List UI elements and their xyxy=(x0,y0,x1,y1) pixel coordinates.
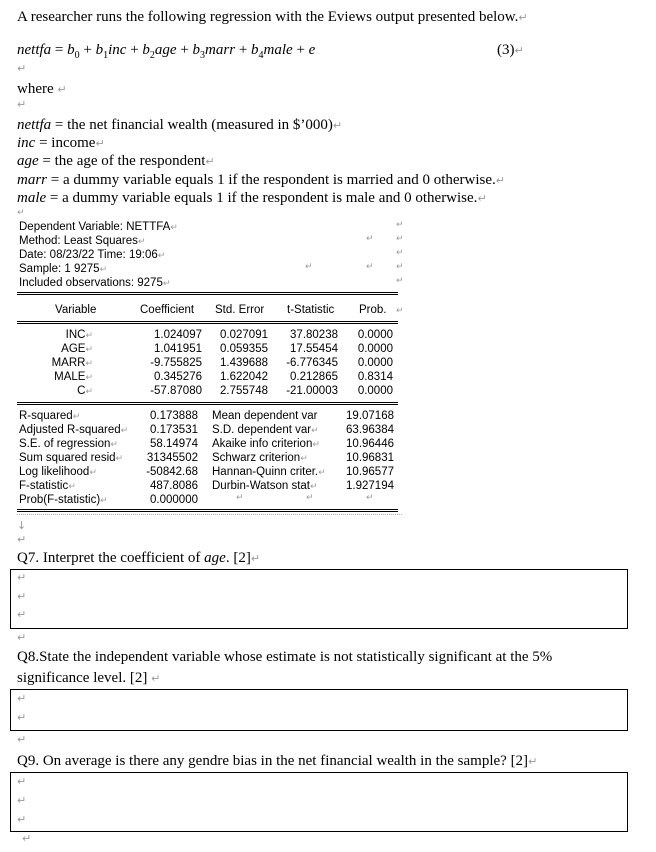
definition-marr: marr = a dummy variable equals 1 if the respondent is married and 0 otherwise.↵ xyxy=(17,172,505,188)
row-std-error: 0.027091 xyxy=(220,329,268,341)
stat-label: Sum squared resid↵ xyxy=(19,452,124,464)
row-std-error: 2.755748 xyxy=(220,385,268,397)
definition-inc: inc = income↵ xyxy=(17,135,105,151)
table-rule xyxy=(17,294,398,295)
row-prob: 0.0000 xyxy=(357,329,393,341)
eviews-header-line: Date: 08/23/22 Time: 19:06↵ xyxy=(19,249,166,261)
para-mark: ↵ xyxy=(17,775,27,788)
stat-label: F-statistic↵ xyxy=(19,480,76,492)
col-header-std-error: Std. Error xyxy=(215,304,265,316)
eviews-header-line: Method: Least Squares↵ xyxy=(19,235,146,247)
cell-mark: ↵ xyxy=(396,220,404,230)
row-std-error: 1.622042 xyxy=(220,371,268,383)
cell-mark: ↵ xyxy=(396,262,404,272)
cell-mark: ↵ xyxy=(366,493,374,503)
question-7: Q7. Interpret the coefficient of age. [2]↵ xyxy=(17,550,261,566)
para-mark: ↵ xyxy=(17,590,27,603)
stat-value: 10.96446 xyxy=(346,438,394,450)
stat-label: Mean dependent var xyxy=(212,410,318,422)
cell-mark: ↵ xyxy=(236,493,244,503)
stat-value: 487.8086 xyxy=(150,480,198,492)
stat-value: 58.14974 xyxy=(150,438,198,450)
row-variable: MARR↵ xyxy=(51,357,93,369)
row-coefficient: 1.041951 xyxy=(154,343,202,355)
para-mark: ↵ xyxy=(17,608,27,621)
table-rule xyxy=(17,404,398,405)
stat-value: 0.173531 xyxy=(150,424,198,436)
stat-value: 10.96831 xyxy=(346,452,394,464)
stat-label: S.D. dependent var↵ xyxy=(212,424,319,436)
question-8-line-1: Q8.State the independent variable whose estimate is not statistically significant at the 5% xyxy=(17,649,553,665)
row-prob: 0.8314 xyxy=(357,371,393,383)
stat-value: 63.96384 xyxy=(346,424,394,436)
row-variable: C↵ xyxy=(77,385,93,397)
table-rule xyxy=(17,511,398,512)
row-coefficient: -57.87080 xyxy=(150,385,202,397)
definition-age: age = the age of the respondent↵ xyxy=(17,153,215,169)
answer-box-q9[interactable] xyxy=(10,772,628,832)
table-dotted-border xyxy=(17,514,402,515)
question-9: Q9. On average is there any gendre bias in the net financial wealth in the sample? [2]↵ xyxy=(17,753,538,769)
table-rule xyxy=(17,323,398,324)
row-coefficient: -9.755825 xyxy=(150,357,202,369)
table-rule xyxy=(17,402,398,403)
definition-male: male = a dummy variable equals 1 if the respondent is male and 0 otherwise.↵ xyxy=(17,190,487,206)
stat-label: R-squared↵ xyxy=(19,410,81,422)
stat-value: 10.96577 xyxy=(346,466,394,478)
cell-mark: ↵ xyxy=(366,234,374,244)
row-variable: INC↵ xyxy=(65,329,93,341)
stat-label: Prob(F-statistic)↵ xyxy=(19,494,108,506)
stat-value: -50842.68 xyxy=(146,466,198,478)
cell-mark: ↵ xyxy=(306,493,314,503)
answer-box-q8[interactable] xyxy=(10,689,628,731)
row-coefficient: 1.024097 xyxy=(154,329,202,341)
para-mark: ↵ xyxy=(17,208,25,218)
row-t-statistic: 0.212865 xyxy=(290,371,338,383)
col-header-prob: Prob. xyxy=(359,304,387,316)
answer-box-q7[interactable] xyxy=(10,569,628,629)
table-rule xyxy=(17,292,398,293)
para-mark: ↵ xyxy=(22,832,32,845)
table-rule xyxy=(17,509,398,510)
para-mark: ↵ xyxy=(17,533,27,546)
row-prob: 0.0000 xyxy=(357,357,393,369)
cell-mark: ↵ xyxy=(396,306,404,316)
cell-mark: ↵ xyxy=(396,248,404,258)
stat-label: Akaike info criterion↵ xyxy=(212,438,320,450)
col-header-variable: Variable xyxy=(55,304,97,316)
intro-text: A researcher runs the following regression with the Eviews output presented below.↵ xyxy=(17,9,528,25)
stat-value: 0.173888 xyxy=(150,410,198,422)
stat-label: S.E. of regression↵ xyxy=(19,438,118,450)
para-mark: ↵ xyxy=(17,692,27,705)
question-8-line-2: significance level. [2] ↵ xyxy=(17,670,161,686)
para-mark: ↵ xyxy=(17,711,27,724)
row-t-statistic: -21.00003 xyxy=(286,385,338,397)
para-mark: ↵ xyxy=(17,98,27,111)
cell-mark: ↵ xyxy=(305,262,313,272)
stat-label: Durbin-Watson stat↵ xyxy=(212,480,318,492)
row-prob: 0.0000 xyxy=(357,385,393,397)
para-mark: ↵ xyxy=(17,571,27,584)
col-header-t-statistic: t-Statistic xyxy=(287,304,335,316)
stat-value: 0.000000 xyxy=(150,494,198,506)
table-rule xyxy=(17,321,398,322)
row-std-error: 0.059355 xyxy=(220,343,268,355)
row-t-statistic: 37.80238 xyxy=(290,329,338,341)
row-t-statistic: -6.776345 xyxy=(286,357,338,369)
row-std-error: 1.439688 xyxy=(220,357,268,369)
definition-nettfa: nettfa = the net financial wealth (measured in $’000)↵ xyxy=(17,117,343,133)
para-mark: ↵ xyxy=(17,794,27,807)
row-variable: MALE↵ xyxy=(54,371,93,383)
row-coefficient: 0.345276 xyxy=(154,371,202,383)
stat-label: Log likelihood↵ xyxy=(19,466,97,478)
eviews-header-line: Sample: 1 9275↵ xyxy=(19,263,108,275)
cell-mark: ↵ xyxy=(366,262,374,272)
para-mark: ↵ xyxy=(17,733,27,746)
row-variable: AGE↵ xyxy=(61,343,93,355)
para-mark: ↵ xyxy=(17,631,27,644)
regression-equation: nettfa = $b_0 + b_1inc + b_2age$ + $b_3marr$ + $b_4male + e$ xyxy=(17,42,316,61)
eviews-header-line: Included observations: 9275↵ xyxy=(19,277,171,289)
stat-label: Hannan-Quinn criter.↵ xyxy=(212,466,326,478)
stat-label: Schwarz criterion↵ xyxy=(212,452,308,464)
col-header-coefficient: Coefficient xyxy=(140,304,195,316)
stat-value: 1.927194 xyxy=(346,480,394,492)
para-mark: ↵ xyxy=(17,62,27,75)
where-label: where ↵ xyxy=(17,81,67,97)
para-mark: ↵ xyxy=(17,813,27,826)
equation-number: (3)↵ xyxy=(497,42,524,58)
stat-value: 31345502 xyxy=(146,452,198,464)
arrow-mark: ↓ xyxy=(17,519,27,532)
stat-value: 19.07168 xyxy=(346,410,394,422)
cell-mark: ↵ xyxy=(396,234,404,244)
cell-mark: ↵ xyxy=(396,276,404,286)
row-prob: 0.0000 xyxy=(357,343,393,355)
row-t-statistic: 17.55454 xyxy=(290,343,338,355)
eviews-header-line: Dependent Variable: NETTFA↵ xyxy=(19,221,178,233)
stat-label: Adjusted R-squared↵ xyxy=(19,424,129,436)
